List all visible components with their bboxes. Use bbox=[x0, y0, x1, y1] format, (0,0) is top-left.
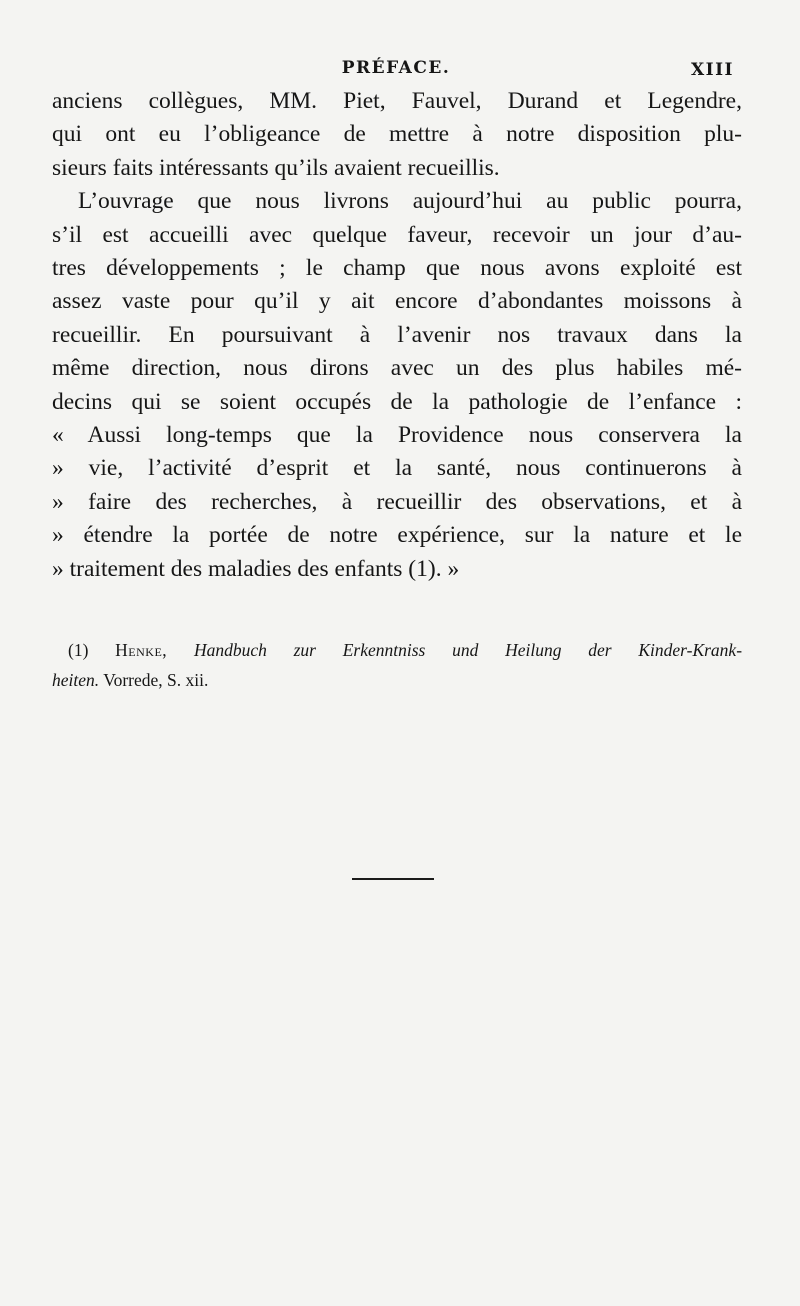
text-line: anciens collègues, MM. Piet, Fauvel, Durand et Legendre, bbox=[52, 88, 742, 114]
text-line: qui ont eu l’obligeance de mettre à notre disposition plu- bbox=[52, 121, 742, 148]
text-line: même direction, nous dirons avec un des plus habiles mé- bbox=[52, 355, 742, 382]
text-line: recueillir. En poursuivant à l’avenir nos travaux dans la bbox=[52, 321, 742, 348]
text-line: « Aussi long-temps que la Providence nous conservera la bbox=[52, 422, 742, 449]
running-title: PRÉFACE. bbox=[341, 58, 451, 78]
text-line: decins qui se soient occupés de la pathologie de l’enfance : bbox=[52, 388, 742, 415]
footnote-line bbox=[52, 635, 742, 665]
text-line: » étendre la portée de notre expérience, sur la nature et le bbox=[52, 522, 742, 549]
text-line: sieurs faits intéressants qu’ils avaient recueillis. bbox=[52, 154, 500, 181]
text-line: » traitement des maladies des enfants (1). » bbox=[52, 555, 460, 582]
footnote-marker: (1) bbox=[68, 640, 89, 660]
text-line: s’il est accueilli avec quelque faveur, recevoir un jour d’au- bbox=[52, 221, 742, 248]
text-line: assez vaste pour qu’il y ait encore d’abondantes moissons à bbox=[52, 288, 742, 315]
section-end-rule bbox=[352, 878, 434, 880]
text-line: » faire des recherches, à recueillir des observations, et à bbox=[52, 488, 742, 515]
text-line: » vie, l’activité d’esprit et la santé, nous continuerons à bbox=[52, 455, 742, 482]
text-line: tres développements ; le champ que nous avons exploité est bbox=[52, 255, 742, 282]
footnote-work-title: Handbuch zur Erkenntniss und Heilung der Kinder-Krank- bbox=[193, 640, 743, 660]
footnote-line bbox=[52, 665, 742, 695]
footnote-detail: Vorrede, S. xii. bbox=[103, 670, 209, 690]
footnote-author: Henke, bbox=[115, 640, 168, 660]
text-line: L’ouvrage que nous livrons aujourd’hui au public pourra, bbox=[78, 188, 742, 215]
footnote bbox=[52, 635, 742, 695]
body-text bbox=[52, 85, 742, 586]
page-number: XIII bbox=[690, 60, 734, 80]
running-head bbox=[52, 58, 740, 86]
footnote-work-title-end: heiten. bbox=[52, 670, 100, 690]
